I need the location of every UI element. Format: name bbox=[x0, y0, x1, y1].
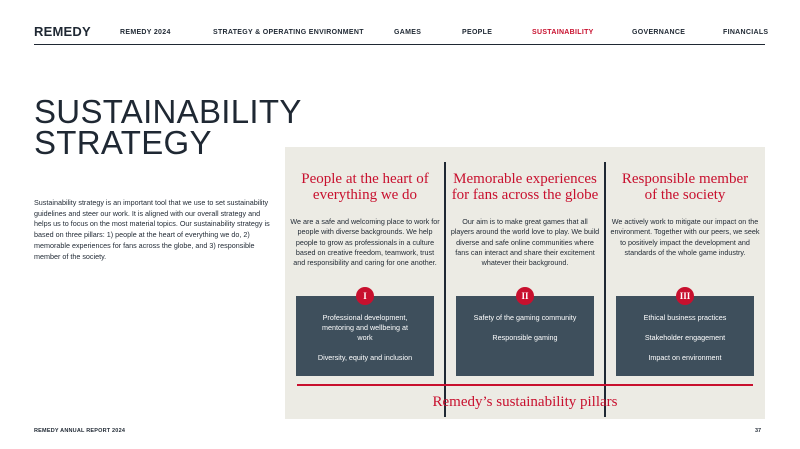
page-title bbox=[34, 93, 302, 161]
pillar-heading bbox=[450, 171, 600, 203]
pillar-description: We actively work to mitigate our impact on the environment. Together with our peers, we seek to positively impact the development and standards of the whole game industry. bbox=[610, 217, 760, 257]
roman-numeral-badge: I bbox=[356, 287, 374, 305]
pillar-heading-line-1: People at the heart of bbox=[301, 171, 429, 187]
pillar-heading-line-2: of the society bbox=[644, 187, 726, 203]
nav-divider bbox=[34, 44, 765, 45]
nav-item-strategy[interactable]: STRATEGY & OPERATING ENVIRONMENT bbox=[213, 29, 364, 36]
nav-item-people[interactable]: PEOPLE bbox=[462, 29, 493, 36]
nav-item-governance[interactable]: GOVERNANCE bbox=[632, 29, 686, 36]
pillars-panel bbox=[285, 147, 765, 419]
nav-item-sustainability[interactable]: SUSTAINABILITY bbox=[532, 29, 594, 36]
pillar-heading-line-1: Responsible member bbox=[621, 171, 749, 187]
page-title-line-2: STRATEGY bbox=[34, 124, 212, 161]
page-title-line-1: SUSTAINABILITY bbox=[34, 93, 302, 130]
pillar-people bbox=[290, 171, 440, 268]
roman-numeral-badge: III bbox=[676, 287, 694, 305]
nav-item-remedy-2024[interactable]: REMEDY 2024 bbox=[120, 29, 171, 36]
remedy-logo[interactable]: REMEDY bbox=[34, 24, 91, 39]
page-number: 37 bbox=[755, 428, 762, 434]
pillar-description: Our aim is to make great games that all players around the world love to play. We build diverse and safe online communities where fans can interact and share their excitement whatever their background. bbox=[450, 217, 600, 268]
pillars-caption: Remedy’s sustainability pillars bbox=[432, 394, 618, 410]
pillar-heading-line-2: everything we do bbox=[312, 187, 418, 203]
box-item: Safety of the gaming community bbox=[473, 313, 577, 322]
nav-item-financials[interactable]: FINANCIALS bbox=[723, 29, 769, 36]
pillar-heading bbox=[610, 171, 760, 203]
pillars-underline bbox=[297, 384, 753, 386]
pillar-description: We are a safe and welcoming place to work for people with diverse backgrounds. We help people to grow as professionals in a culture based on creative freedom, teamwork, trust and responsibility and caring for one another. bbox=[290, 217, 440, 268]
pillar-heading-line-1: Memorable experiences bbox=[453, 171, 597, 187]
pillar-box-2 bbox=[456, 291, 594, 376]
column-divider-1 bbox=[444, 162, 446, 417]
box-item: Responsible gaming bbox=[492, 333, 558, 342]
top-navigation bbox=[0, 0, 800, 46]
pillar-heading bbox=[290, 171, 440, 203]
nav-item-games[interactable]: GAMES bbox=[394, 29, 422, 36]
pillar-box-3 bbox=[616, 291, 754, 376]
pillar-box-1 bbox=[296, 291, 434, 376]
box-item: Stakeholder engagement bbox=[644, 333, 726, 342]
box-item: Professional development, mentoring and wellbeing at work bbox=[322, 313, 408, 342]
pillar-heading-line-2: for fans across the globe bbox=[451, 187, 599, 203]
column-divider-2 bbox=[604, 162, 606, 417]
pillar-society bbox=[610, 171, 760, 258]
box-item: Ethical business practices bbox=[643, 313, 727, 322]
roman-numeral-badge: II bbox=[516, 287, 534, 305]
pillar-experiences bbox=[450, 171, 600, 268]
intro-paragraph: Sustainability strategy is an important tool that we use to set sustainability guidelines and steer our work. It is aligned with our overall strategy and helps us to focus on the most material topics. Our sustainability strategy is based on three pillars: 1) people at the heart of everything we do, 2) memorable experiences for fans across the globe, and 3) responsible member of the society. bbox=[34, 198, 270, 261]
box-item: Diversity, equity and inclusion bbox=[317, 353, 413, 362]
report-footer: REMEDY ANNUAL REPORT 2024 bbox=[34, 428, 126, 434]
box-item: Impact on environment bbox=[648, 353, 722, 362]
